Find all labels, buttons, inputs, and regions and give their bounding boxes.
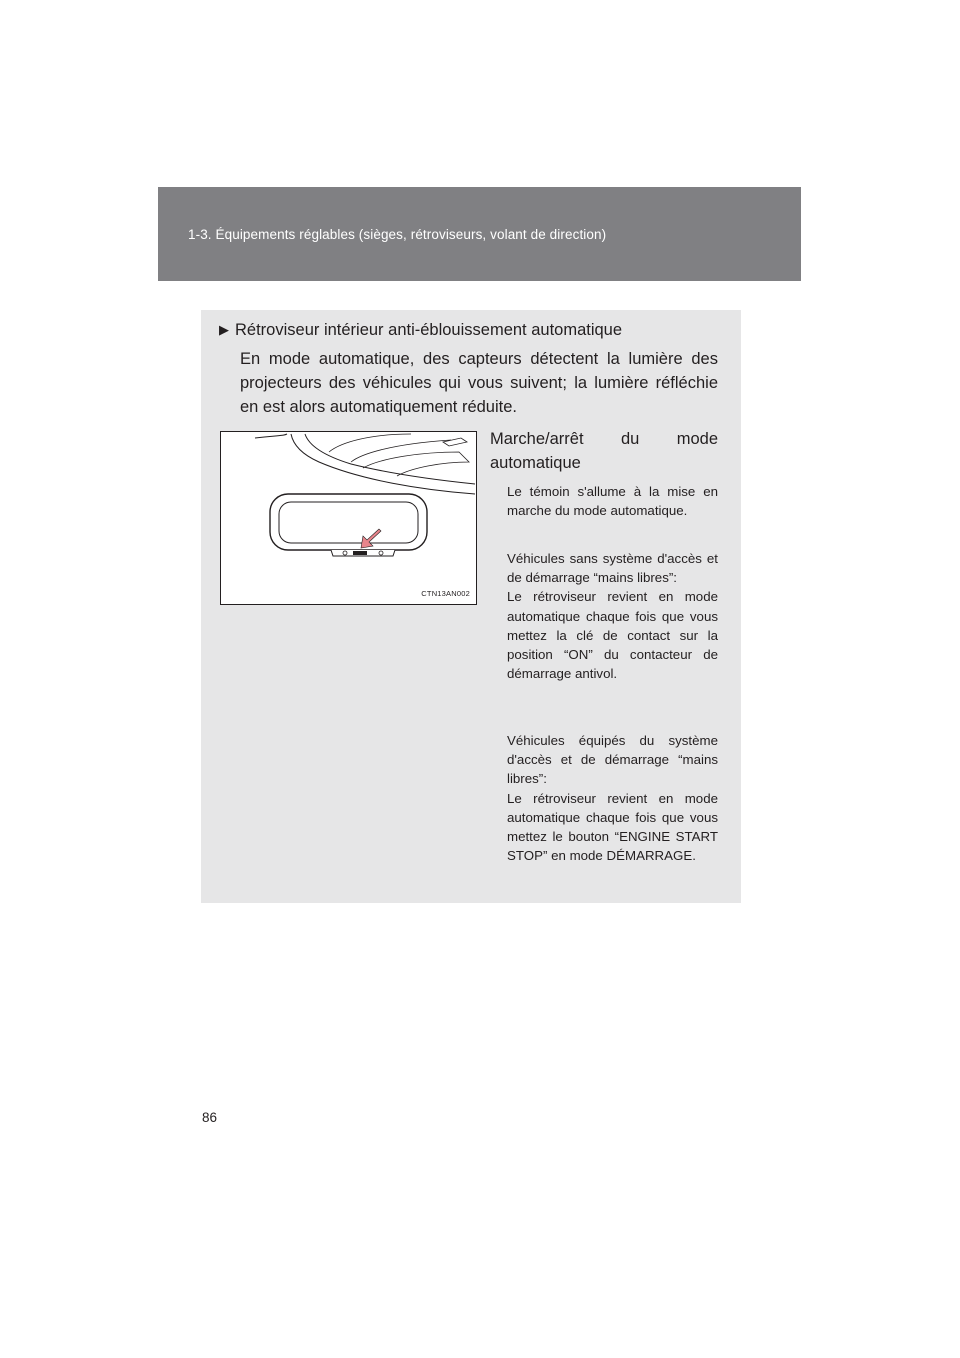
subheading (490, 427, 718, 475)
rear-view-mirror-drawing (221, 432, 476, 604)
section-title: 1-3. Équipements réglables (sièges, rétroviseurs, volant de direction) (188, 227, 607, 242)
mirror-illustration (220, 431, 477, 605)
right-triangle-icon: ▶ (219, 322, 229, 337)
section-header-band (158, 187, 801, 281)
subheading-line1: Marche/arrêt du mode (490, 430, 718, 448)
intro-paragraph: En mode automatique, des capteurs détectent la lumière des projecteurs des véhicules qui vous suivent; la lumière réfléchie en est alors automatiquement réduite. (240, 350, 718, 416)
note-indicator: Le témoin s'allume à la mise en marche du mode automatique. (507, 484, 718, 519)
figure-label: CTN13AN002 (421, 589, 470, 598)
subheading-line2: automatique (490, 454, 581, 472)
page-number: 86 (202, 1110, 218, 1125)
panel-heading (219, 321, 622, 340)
note-with-smart-key: Véhicules équipés du système d'accès et de démarrage “mains libres”: Le rétroviseur revient en mode automatique chaque fois que vous mettez le bouton “ENGINE START STOP” en mode DÉMARRAGE. (507, 733, 718, 864)
note-without-smart-key: Véhicules sans système d'accès et de démarrage “mains libres”: Le rétroviseur revient en mode automatique chaque fois que vous mettez la clé de contact sur la position “ON” du contacteur de démarrage antivol. (507, 551, 718, 682)
info-panel (201, 310, 741, 903)
panel-heading-text: Rétroviseur intérieur anti-éblouissement automatique (235, 321, 623, 339)
